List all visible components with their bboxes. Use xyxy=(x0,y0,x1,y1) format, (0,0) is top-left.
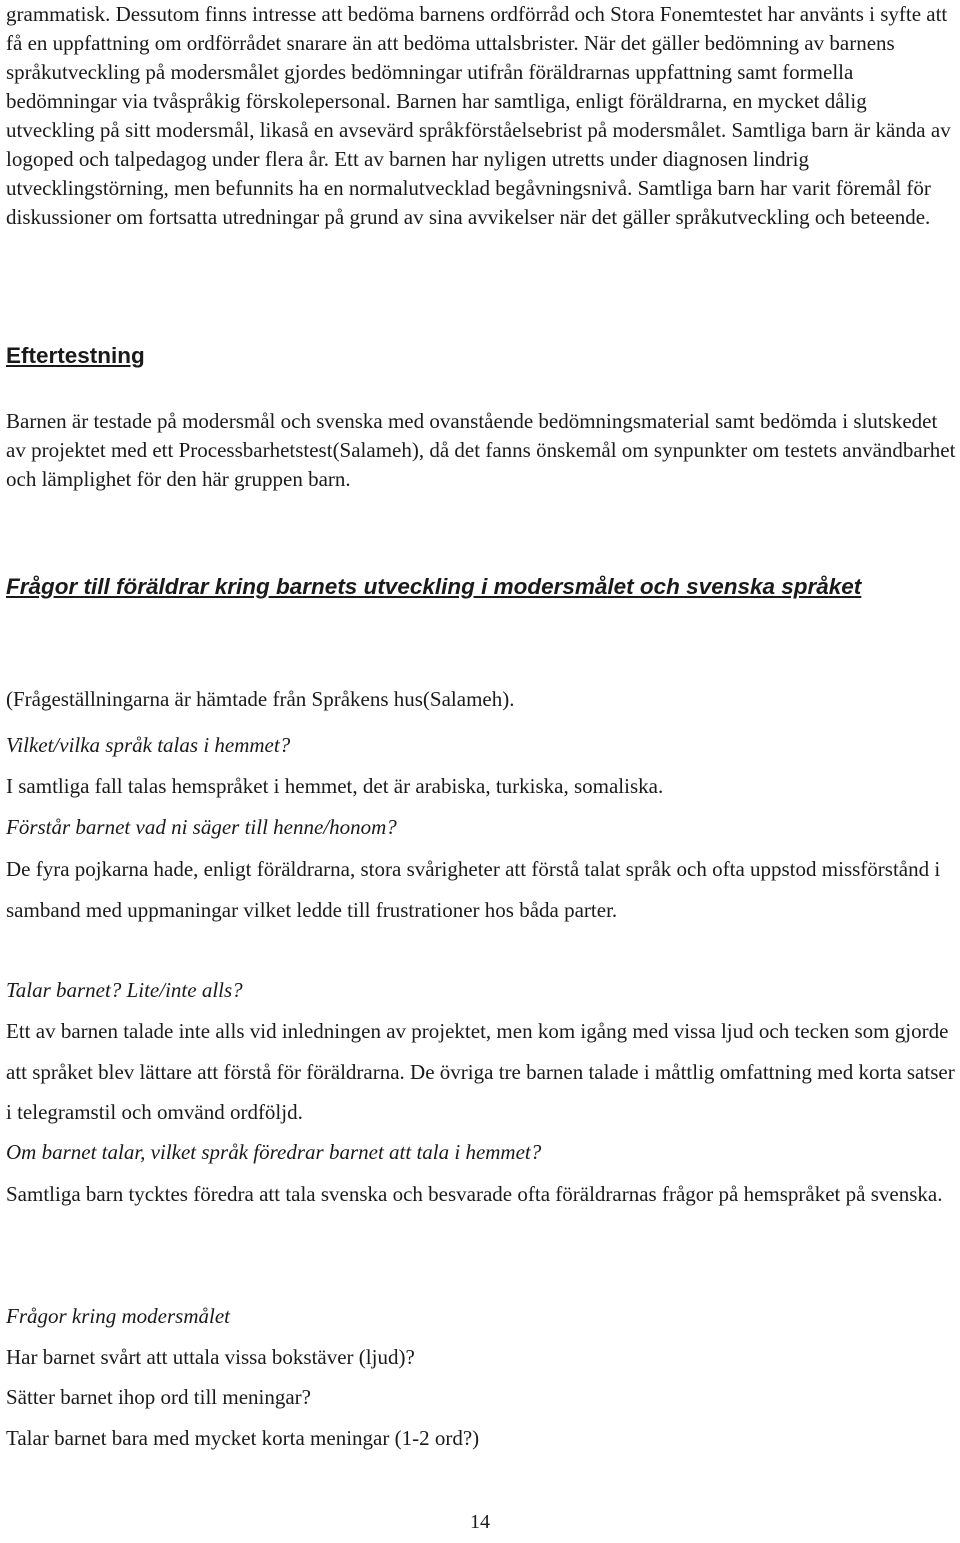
eftertestning-paragraph: Barnen är testade på modersmål och svenska med ovanstående bedömningsmaterial samt bedömda i slutskedet av projektet med ett Processbarhetstest(Salameh), då det fanns önskemål om synpunkter om testets användbarhet och lämplighet för den här gruppen barn. xyxy=(6,409,956,491)
question-1: Vilket/vilka språk talas i hemmet? xyxy=(6,733,291,757)
modersmal-question-2: Sätter barnet ihop ord till meningar? xyxy=(6,1385,311,1409)
answer-2: De fyra pojkarna hade, enligt föräldrarna, stora svårigheter att förstå talat språk och ofta uppstod missförstånd i samband med uppmaningar vilket ledde till frustrationer hos båda parter. xyxy=(6,857,941,922)
section-heading-fragor-till-foraldrar: Frågor till föräldrar kring barnets utveckling i modersmålet och svenska språket xyxy=(6,574,862,599)
modersmal-question-3: Talar barnet bara med mycket korta meningar (1-2 ord?) xyxy=(6,1426,480,1450)
question-3: Talar barnet? Lite/inte alls? xyxy=(6,978,243,1002)
answer-4: Samtliga barn tycktes föredra att tala svenska och besvarade ofta föräldrarnas frågor på hemspråket på svenska. xyxy=(6,1182,943,1206)
question-4: Om barnet talar, vilket språk föredrar barnet att tala i hemmet? xyxy=(6,1140,542,1164)
section-heading-eftertestning: Eftertestning xyxy=(6,343,145,368)
answer-3: Ett av barnen talade inte alls vid inledningen av projektet, men kom igång med vissa ljud och tecken som gjorde att språket blev lättare att förstå för föräldrarna. De övriga tre barnen talade i måttlig omfattning med korta satser i telegramstil och omvänd ordföljd. xyxy=(6,1019,955,1124)
subsection-heading-modersmalet: Frågor kring modersmålet xyxy=(6,1304,230,1328)
page-number: 14 xyxy=(470,1511,490,1533)
question-2: Förstår barnet vad ni säger till henne/honom? xyxy=(6,815,397,839)
source-note: (Frågeställningarna är hämtade från Språkens hus(Salameh). xyxy=(6,687,515,711)
answer-1: I samtliga fall talas hemspråket i hemmet, det är arabiska, turkiska, somaliska. xyxy=(6,774,664,798)
intro-paragraph: grammatisk. Dessutom finns intresse att bedöma barnens ordförråd och Stora Fonemtestet har använts i syfte att få en uppfattning om ordförrådet snarare än att bedöma uttalsbrister. När det gäller bedömning av barnens språkutveckling på modersmålet gjordes bedömningar utifrån föräldrarnas uppfattning samt formella bedömningar via tvåspråkig förskolepersonal. Barnen har samtliga, enligt föräldrarna, en mycket dålig utveckling på sitt modersmål, likaså en avsevärd språkförståelsebrist på modersmålet. Samtliga barn är kända av logoped och talpedagog under flera år. Ett av barnen har nyligen utretts under diagnosen lindrig utvecklingstörning, men befunnits ha en normalutvecklad begåvningsnivå. Samtliga barn har varit föremål för diskussioner om fortsatta utredningar på grund av sina avvikelser när det gäller språkutveckling och beteende. xyxy=(6,2,951,229)
modersmal-question-1: Har barnet svårt att uttala vissa bokstäver (ljud)? xyxy=(6,1345,415,1369)
